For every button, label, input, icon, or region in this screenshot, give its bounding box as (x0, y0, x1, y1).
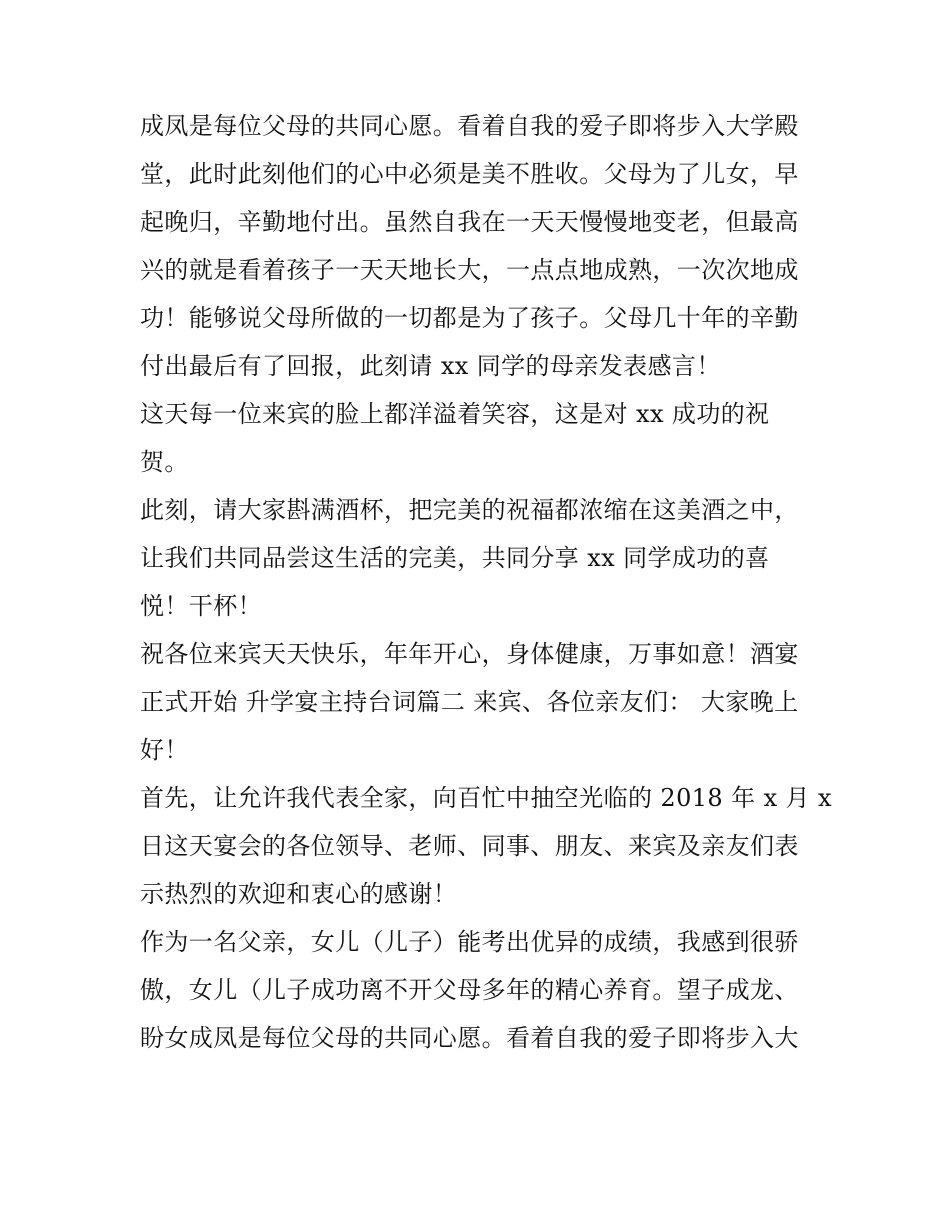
text-line: 正式开始 升学宴主持台词篇二 来宾、各位亲友们： 大家晚上 (140, 688, 799, 716)
text-line: 这天每一位来宾的脸上都洋溢着笑容，这是对 xx 成功的祝 (140, 400, 770, 428)
text-line: 示热烈的欢迎和衷心的感谢！ (140, 880, 458, 908)
text-line: 悦！干杯！ (140, 592, 262, 620)
text-line: 日这天宴会的各位领导、老师、同事、朋友、来宾及亲友们表 (140, 832, 799, 860)
text-line: 堂，此时此刻他们的心中必须是美不胜收。父母为了儿女，早 (140, 160, 799, 188)
text-line: 好！ (140, 736, 189, 764)
text-line: 成凤是每位父母的共同心愿。看着自我的爱子即将步入大学殿 (140, 112, 799, 140)
text-line: 作为一名父亲，女儿（儿子）能考出优异的成绩，我感到很骄 (140, 928, 799, 956)
text-line: 祝各位来宾天天快乐，年年开心，身体健康，万事如意！酒宴 (140, 640, 799, 668)
text-line: 贺。 (140, 448, 189, 476)
text-line: 付出最后有了回报，此刻请 xx 同学的母亲发表感言！ (140, 352, 721, 380)
document-body (140, 102, 832, 1062)
text-line: 傲，女儿（儿子成功离不开父母多年的精心养育。望子成龙、 (140, 976, 799, 1004)
text-line: 此刻，请大家斟满酒杯，把完美的祝福都浓缩在这美酒之中， (140, 496, 799, 524)
text-line: 让我们共同品尝这生活的完美，共同分享 xx 同学成功的喜 (140, 544, 770, 572)
text-line: 起晚归，辛勤地付出。虽然自我在一天天慢慢地变老，但最高 (140, 208, 799, 236)
text-line: 首先，让允许我代表全家，向百忙中抽空光临的 2018 年 x 月 x (140, 784, 832, 812)
text-line: 盼女成凤是每位父母的共同心愿。看着自我的爱子即将步入大 (140, 1024, 799, 1052)
text-line: 兴的就是看着孩子一天天地长大，一点点地成熟，一次次地成 (140, 256, 799, 284)
text-line: 功！能够说父母所做的一切都是为了孩子。父母几十年的辛勤 (140, 304, 799, 332)
